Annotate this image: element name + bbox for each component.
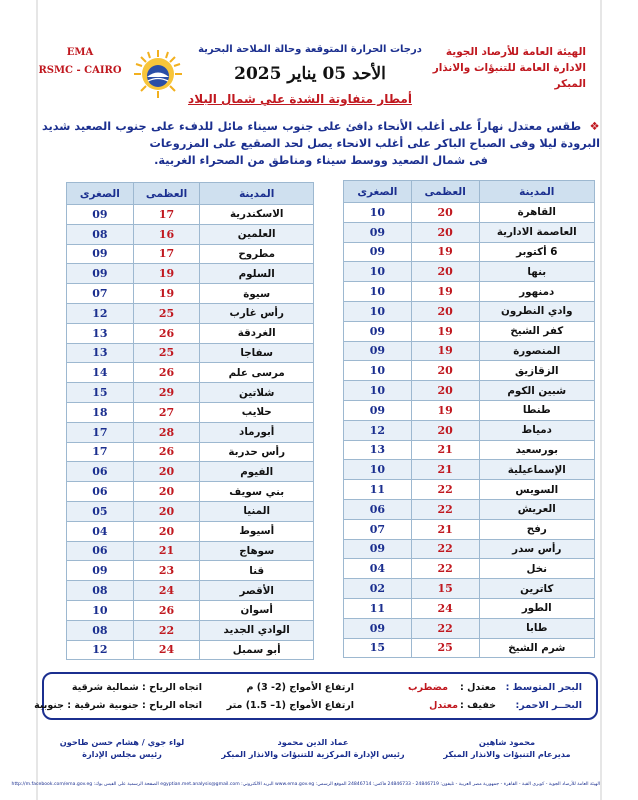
min-temp-cell: 12 — [344, 420, 412, 440]
table-row — [344, 262, 595, 282]
wave-height: ارتفاع الأمواج (2- 3) م — [246, 682, 354, 693]
city-cell: سوهاج — [200, 541, 314, 561]
city-cell: مرسى علم — [200, 363, 314, 383]
signature-name: عماد الدين محمود — [277, 737, 349, 747]
max-temp-cell: 23 — [133, 561, 200, 581]
city-cell: رأس سدر — [479, 539, 594, 559]
table-row — [344, 203, 595, 223]
table-row — [67, 244, 314, 264]
wind-direction: اتجاه الرياح : جنوبية شرقية : جنوبية — [34, 700, 202, 711]
max-temp-cell: 15 — [411, 579, 479, 599]
table-row — [67, 462, 314, 482]
table-header-row — [344, 181, 595, 203]
table-row — [344, 400, 595, 420]
table-row — [344, 539, 595, 559]
table-header-row — [67, 183, 314, 205]
summary-line-3: فى شمال الصعيد ووسط سيناء ومناطق من الصحراء الغربية. — [154, 154, 488, 167]
max-temp-cell: 25 — [133, 303, 200, 323]
max-temp-cell: 20 — [133, 482, 200, 502]
city-cell: المنيا — [200, 501, 314, 521]
max-temp-cell: 19 — [411, 242, 479, 262]
table-row — [67, 383, 314, 403]
city-cell: الطور — [479, 598, 594, 618]
city-cell: أسيوط — [200, 521, 314, 541]
city-cell: كفر الشيخ — [479, 321, 594, 341]
city-cell: بورسعيد — [479, 440, 594, 460]
min-temp-cell: 08 — [67, 620, 134, 640]
city-cell: بني سويف — [200, 482, 314, 502]
city-cell: طنطا — [479, 400, 594, 420]
table-row — [344, 579, 595, 599]
city-cell: مطروح — [200, 244, 314, 264]
city-cell: الاسكندرية — [200, 205, 314, 225]
city-cell: أبورماد — [200, 422, 314, 442]
table-row — [344, 381, 595, 401]
min-temp-cell: 10 — [344, 381, 412, 401]
city-cell: السويس — [479, 480, 594, 500]
signature-title: مديرعام التنبؤات والانذار المبكر — [443, 749, 571, 759]
table-row — [344, 519, 595, 539]
brand-block — [34, 44, 126, 80]
max-temp-cell: 22 — [411, 499, 479, 519]
max-temp-cell: 22 — [411, 618, 479, 638]
max-temp-cell: 20 — [133, 462, 200, 482]
min-temp-cell: 09 — [67, 205, 134, 225]
max-temp-cell: 17 — [133, 205, 200, 225]
max-temp-cell: 21 — [411, 519, 479, 539]
sea-row-mediterranean — [52, 682, 582, 700]
max-temp-cell: 28 — [133, 422, 200, 442]
table-row — [67, 343, 314, 363]
table-row — [344, 361, 595, 381]
max-temp-cell: 20 — [133, 501, 200, 521]
city-cell: الفيوم — [200, 462, 314, 482]
report-headline: أمطار متفاوتة الشدة علي شمال البلاد — [188, 92, 412, 106]
min-temp-cell: 08 — [67, 224, 134, 244]
table-row — [67, 363, 314, 383]
min-temp-cell: 10 — [344, 262, 412, 282]
min-temp-cell: 04 — [67, 521, 134, 541]
table-row — [67, 541, 314, 561]
max-temp-cell: 22 — [133, 620, 200, 640]
min-temp-cell: 17 — [67, 442, 134, 462]
org-line-1: الهيئة العامة للأرصاد الجوية — [445, 46, 586, 58]
min-temp-cell: 15 — [67, 383, 134, 403]
city-cell: طابا — [479, 618, 594, 638]
wave-height: ارتفاع الأمواج (1– 1.5) متر — [226, 700, 354, 711]
signature-title: رئيس مجلس الإدارة — [82, 749, 162, 759]
table-row — [344, 499, 595, 519]
org-line-2: الادارة العامة للتنبؤات والانذار المبكر — [432, 62, 586, 90]
max-temp-cell: 22 — [411, 559, 479, 579]
table-row — [67, 482, 314, 502]
city-cell: دمنهور — [479, 282, 594, 302]
min-temp-cell: 09 — [344, 400, 412, 420]
max-temp-cell: 17 — [133, 244, 200, 264]
max-temp-cell: 16 — [133, 224, 200, 244]
column-header-min: الصغرى — [344, 181, 412, 203]
column-header-city: المدينة — [479, 181, 594, 203]
min-temp-cell: 07 — [344, 519, 412, 539]
table-row — [67, 422, 314, 442]
city-cell: سيوة — [200, 284, 314, 304]
table-row — [344, 242, 595, 262]
sea-conditions-box — [34, 672, 598, 720]
table-row — [344, 559, 595, 579]
city-cell: السلوم — [200, 264, 314, 284]
report-subtitle: درجات الحرارة المتوقعة وحالة الملاحة البحرية — [198, 44, 422, 55]
max-temp-cell: 20 — [411, 203, 479, 223]
wind-direction: اتجاه الرياح : شمالية شرقية — [71, 682, 202, 693]
max-temp-cell: 21 — [133, 541, 200, 561]
min-temp-cell: 18 — [67, 402, 134, 422]
table-row — [67, 442, 314, 462]
min-temp-cell: 09 — [344, 321, 412, 341]
city-cell: قنا — [200, 561, 314, 581]
table-body-left — [67, 205, 314, 660]
max-temp-cell: 20 — [411, 381, 479, 401]
max-temp-cell: 25 — [411, 638, 479, 658]
min-temp-cell: 09 — [344, 222, 412, 242]
max-temp-cell: 19 — [133, 264, 200, 284]
table-body-right — [344, 203, 595, 658]
min-temp-cell: 05 — [67, 501, 134, 521]
city-cell: العريش — [479, 499, 594, 519]
city-cell: المنصورة — [479, 341, 594, 361]
table-row — [67, 224, 314, 244]
city-temperature-table-left — [66, 182, 314, 660]
max-temp-cell: 19 — [411, 341, 479, 361]
table-row — [67, 501, 314, 521]
table-row — [344, 638, 595, 658]
city-cell: رفح — [479, 519, 594, 539]
min-temp-cell: 13 — [67, 323, 134, 343]
table-row — [344, 282, 595, 302]
min-temp-cell: 10 — [67, 600, 134, 620]
city-cell: نخل — [479, 559, 594, 579]
max-temp-cell: 20 — [411, 420, 479, 440]
table-row — [344, 341, 595, 361]
min-temp-cell: 06 — [67, 541, 134, 561]
table-row — [67, 620, 314, 640]
max-temp-cell: 26 — [133, 363, 200, 383]
column-header-max: العظمى — [411, 181, 479, 203]
table-row — [67, 600, 314, 620]
city-cell: الإسماعيلية — [479, 460, 594, 480]
table-row — [67, 323, 314, 343]
table-row — [344, 420, 595, 440]
column-header-max: العظمى — [133, 183, 200, 205]
max-temp-cell: 21 — [411, 440, 479, 460]
max-temp-cell: 29 — [133, 383, 200, 403]
city-cell: العاصمة الادارية — [479, 222, 594, 242]
city-cell: رأس حدربة — [200, 442, 314, 462]
min-temp-cell: 09 — [344, 618, 412, 638]
max-temp-cell: 19 — [133, 284, 200, 304]
brand-line-1: EMA — [66, 47, 94, 58]
max-temp-cell: 26 — [133, 442, 200, 462]
min-temp-cell: 02 — [344, 579, 412, 599]
signatures — [42, 736, 598, 772]
signature-name: محمود شاهين — [478, 737, 536, 747]
min-temp-cell: 11 — [344, 480, 412, 500]
max-temp-cell: 22 — [411, 539, 479, 559]
min-temp-cell: 09 — [344, 341, 412, 361]
min-temp-cell: 10 — [344, 361, 412, 381]
signature-chairman — [42, 736, 202, 760]
table-row — [344, 480, 595, 500]
min-temp-cell: 08 — [67, 581, 134, 601]
min-temp-cell: 15 — [344, 638, 412, 658]
signature-title: رئيس الإدارة المركزية للتنبؤات والانذار المبكر — [221, 749, 405, 759]
city-cell: العلمين — [200, 224, 314, 244]
table-row — [344, 618, 595, 638]
min-temp-cell: 10 — [344, 301, 412, 321]
table-row — [67, 561, 314, 581]
signature-central-admin — [218, 736, 408, 760]
bullet-icon: ❖ — [589, 120, 600, 133]
table-row — [67, 402, 314, 422]
min-temp-cell: 12 — [67, 303, 134, 323]
max-temp-cell: 20 — [133, 521, 200, 541]
city-temperature-table-right — [343, 180, 595, 658]
sea-name: البحــر الاحمر: — [515, 700, 582, 711]
max-temp-cell: 20 — [411, 301, 479, 321]
table-row — [67, 581, 314, 601]
city-cell: أبو سمبل — [200, 640, 314, 660]
sea-name: البحر المتوسط : — [505, 682, 582, 693]
city-cell: القاهرة — [479, 203, 594, 223]
page-edge-left — [36, 0, 38, 800]
report-date: الأحد 05 يناير 2025 — [234, 64, 386, 84]
city-cell: شرم الشيخ — [479, 638, 594, 658]
brand-line-2: RSMC - CAIRO — [38, 65, 122, 76]
table-row — [67, 205, 314, 225]
min-temp-cell: 04 — [344, 559, 412, 579]
table-row — [344, 301, 595, 321]
table-row — [67, 284, 314, 304]
city-cell: الأقصر — [200, 581, 314, 601]
max-temp-cell: 24 — [133, 640, 200, 660]
max-temp-cell: 19 — [411, 321, 479, 341]
sea-state-prefix: معتدل : — [460, 682, 496, 693]
min-temp-cell: 13 — [67, 343, 134, 363]
city-cell: أسوان — [200, 600, 314, 620]
weather-summary — [42, 118, 600, 169]
max-temp-cell: 24 — [133, 581, 200, 601]
max-temp-cell: 26 — [133, 323, 200, 343]
min-temp-cell: 09 — [67, 264, 134, 284]
min-temp-cell: 07 — [67, 284, 134, 304]
city-cell: شبين الكوم — [479, 381, 594, 401]
max-temp-cell: 21 — [411, 460, 479, 480]
page-edge-right — [600, 0, 602, 800]
table-row — [344, 222, 595, 242]
sea-state: معتدل — [429, 700, 458, 711]
table-row — [67, 521, 314, 541]
signature-forecast-director — [422, 736, 592, 760]
min-temp-cell: 10 — [344, 282, 412, 302]
table-row — [67, 640, 314, 660]
max-temp-cell: 24 — [411, 598, 479, 618]
max-temp-cell: 27 — [133, 402, 200, 422]
city-cell: حلايب — [200, 402, 314, 422]
min-temp-cell: 12 — [67, 640, 134, 660]
min-temp-cell: 09 — [344, 539, 412, 559]
min-temp-cell: 10 — [344, 460, 412, 480]
summary-line-2: شديد البرودة ليلا وفى الصباح الباكر على أغلب الانحاء يصل لحد الصقيع على المزروعات — [42, 120, 600, 150]
signature-name: لواء جوي / هشام حسن طاحون — [59, 737, 185, 747]
city-cell: رأس غارب — [200, 303, 314, 323]
city-cell: 6 أكتوبر — [479, 242, 594, 262]
city-cell: الغردقة — [200, 323, 314, 343]
min-temp-cell: 09 — [67, 244, 134, 264]
table-row — [67, 264, 314, 284]
table-row — [344, 598, 595, 618]
min-temp-cell: 09 — [67, 561, 134, 581]
min-temp-cell: 09 — [344, 242, 412, 262]
column-header-city: المدينة — [200, 183, 314, 205]
table-row — [344, 440, 595, 460]
city-cell: الوادي الجديد — [200, 620, 314, 640]
organization-name — [408, 44, 586, 92]
city-cell: شلاتين — [200, 383, 314, 403]
max-temp-cell: 20 — [411, 222, 479, 242]
min-temp-cell: 06 — [67, 482, 134, 502]
max-temp-cell: 20 — [411, 361, 479, 381]
max-temp-cell: 22 — [411, 480, 479, 500]
sea-state: مضطرب — [408, 682, 448, 693]
sea-row-red-sea — [34, 700, 582, 718]
city-cell: كاترين — [479, 579, 594, 599]
min-temp-cell: 13 — [344, 440, 412, 460]
sea-state-prefix: خفيف : — [460, 700, 496, 711]
city-cell: سفاجا — [200, 343, 314, 363]
max-temp-cell: 19 — [411, 400, 479, 420]
table-row — [344, 460, 595, 480]
column-header-min: الصغرى — [67, 183, 134, 205]
city-cell: بنها — [479, 262, 594, 282]
max-temp-cell: 26 — [133, 600, 200, 620]
summary-line-1: طقس معتدل نهاراً على أغلب الأنحاء دافئ على جنوب سيناء مائل للدفء على جنوب الصعيد — [74, 120, 582, 133]
table-row — [67, 303, 314, 323]
footer-contact: الهيئة العامة للأرصاد الجوية - كوبري القبة - القاهرة - جمهورية مصر العربية - تليفون: 24846719 - 24846733 فاكس: 24846714 الموقع الرسمي: www.ema.gov.eg البريد الالكتروني: egyptian.met.analysis@gmail.com الصفحة الرسمية على الفيس بوك: http://m.facebook.com/ema.gov.eg — [11, 782, 600, 787]
min-temp-cell: 11 — [344, 598, 412, 618]
min-temp-cell: 10 — [344, 203, 412, 223]
min-temp-cell: 06 — [344, 499, 412, 519]
max-temp-cell: 20 — [411, 262, 479, 282]
min-temp-cell: 17 — [67, 422, 134, 442]
city-cell: الزقازيق — [479, 361, 594, 381]
max-temp-cell: 19 — [411, 282, 479, 302]
max-temp-cell: 25 — [133, 343, 200, 363]
min-temp-cell: 14 — [67, 363, 134, 383]
table-row — [344, 321, 595, 341]
min-temp-cell: 06 — [67, 462, 134, 482]
city-cell: دمياط — [479, 420, 594, 440]
city-cell: وادي النطرون — [479, 301, 594, 321]
